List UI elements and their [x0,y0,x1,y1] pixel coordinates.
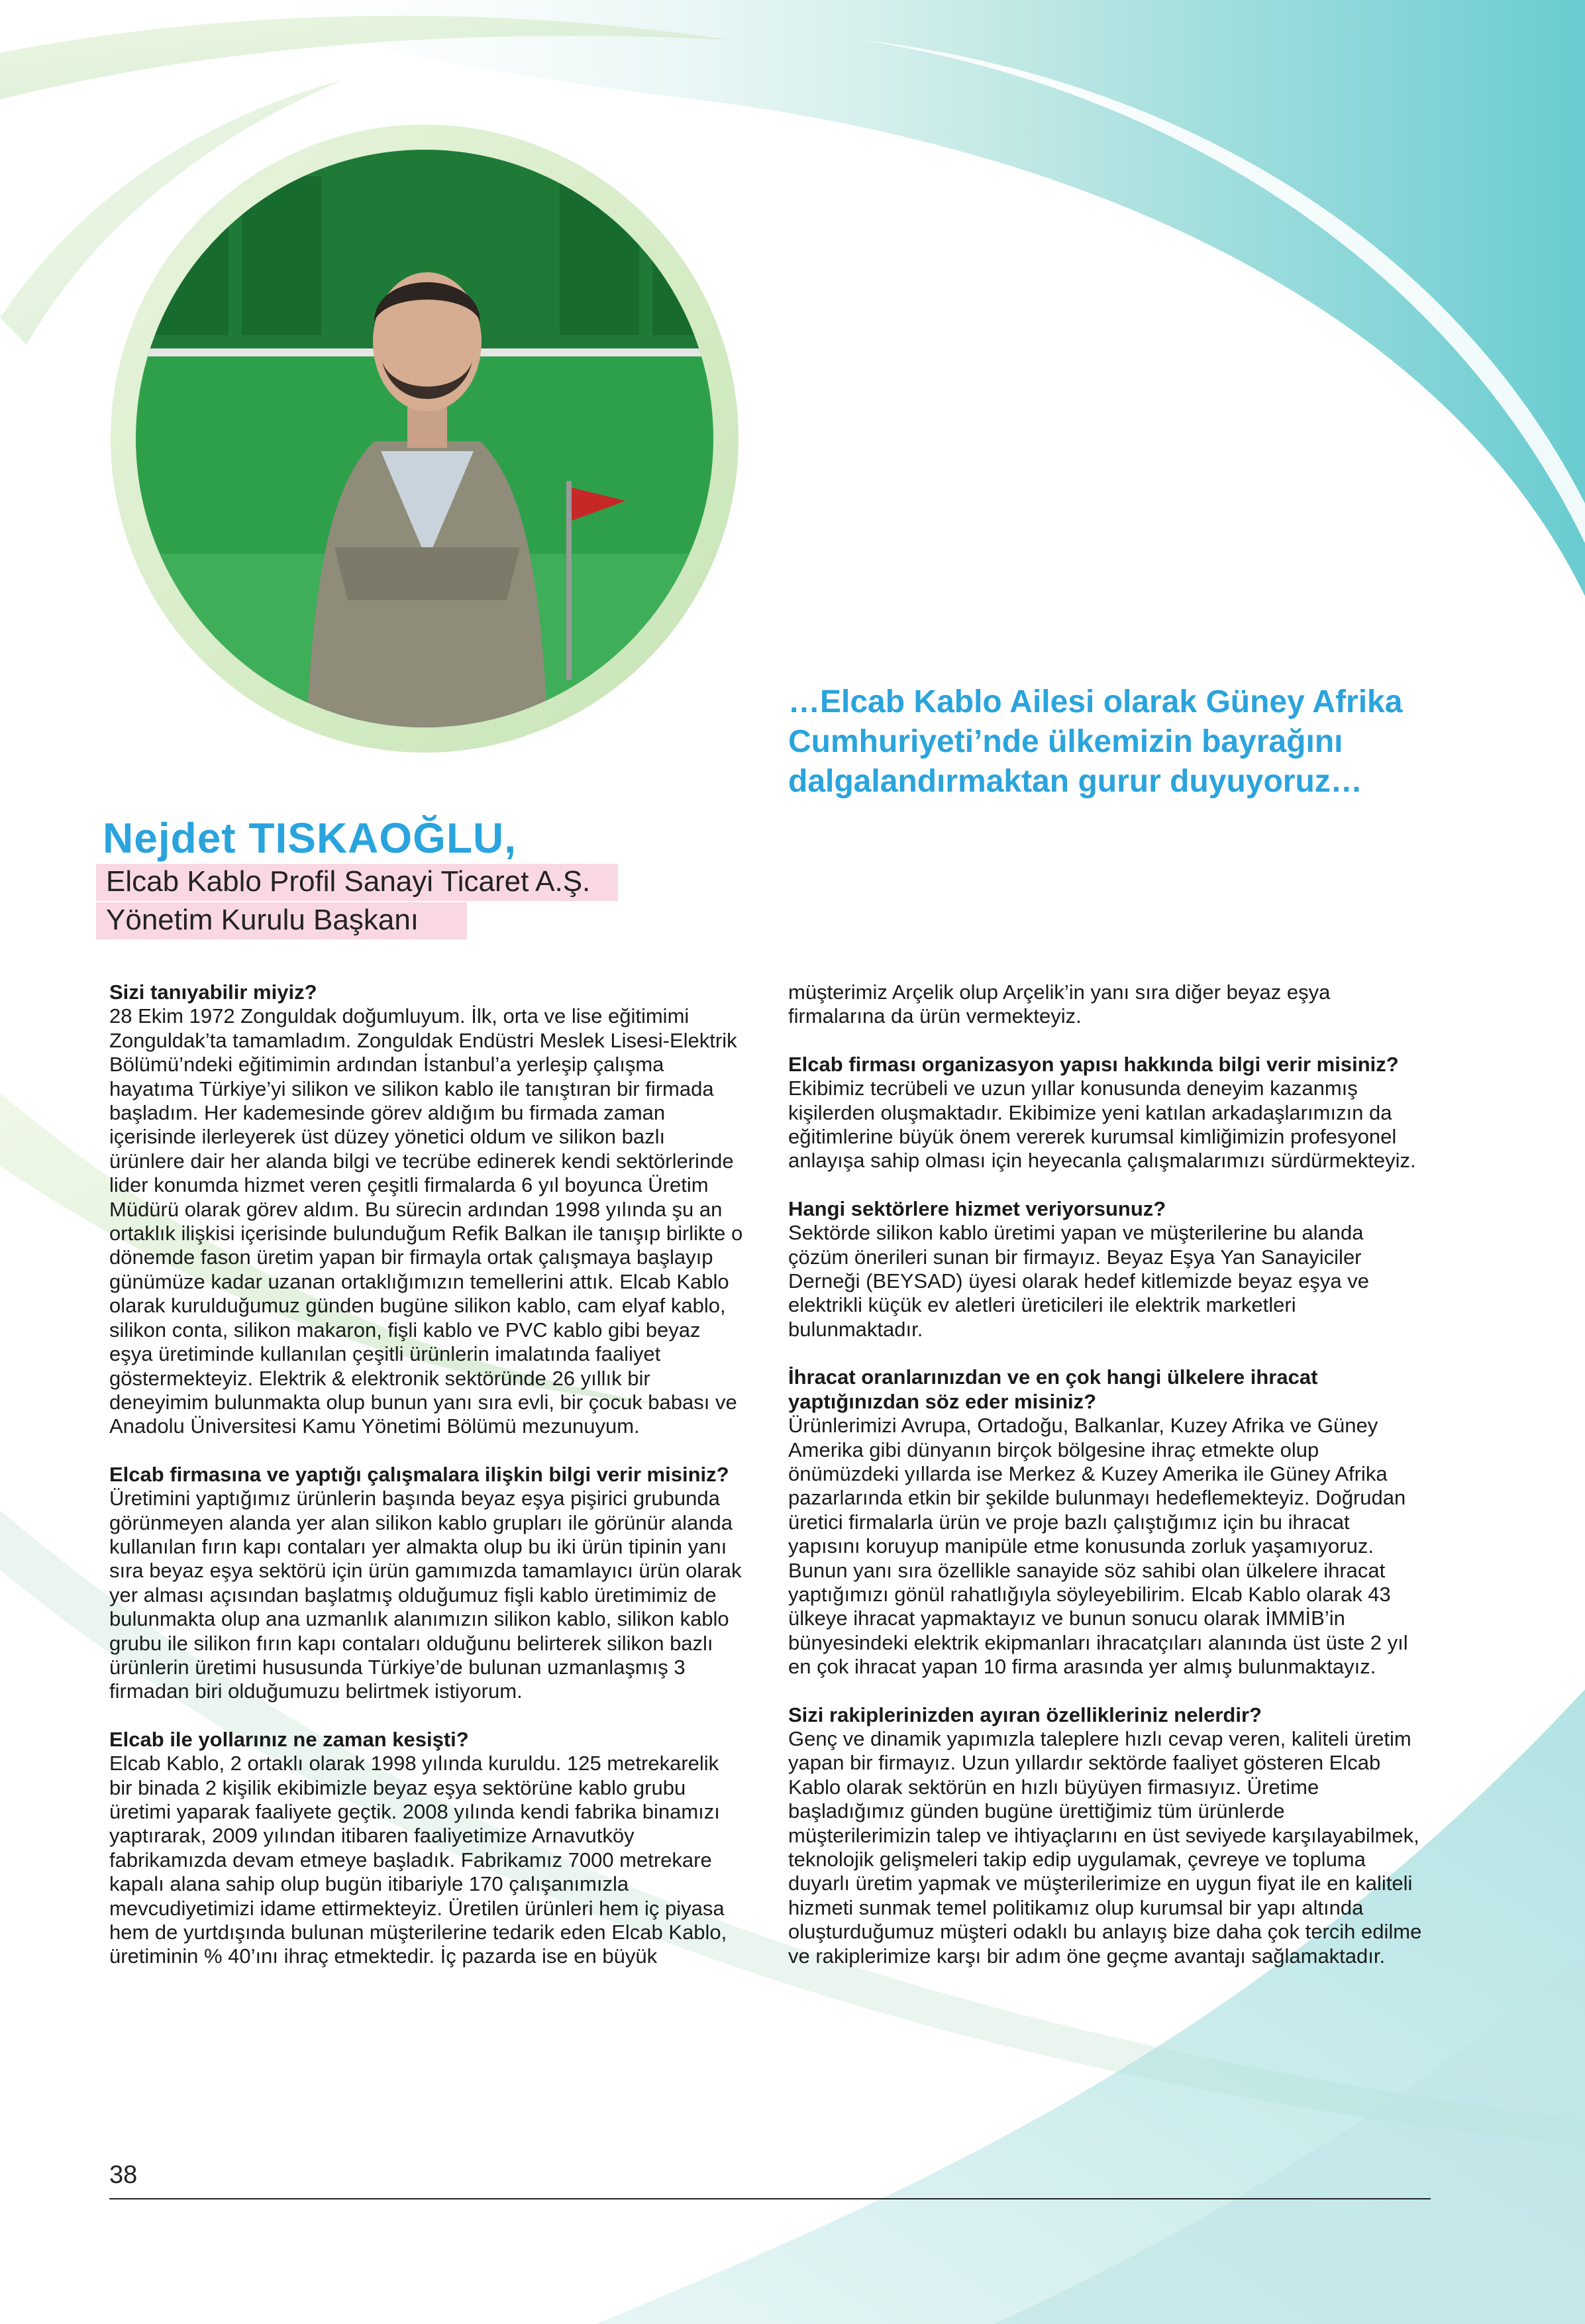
answer-text: Genç ve dinamik yapımızla taleplere hızlı cevap veren, kaliteli üretim yapan bir firmayız. Uzun yıllardır sektörde faaliyet gösteren Elcab Kablo olarak sektörün en hızlı büyüyen firmasıyız. Üretime başladığımız günden bugüne ürettiğimiz tüm ürünlerde müşterilerimizin talep ve ihtiyaçlarını en üst seviyede karşılayabilmek, teknolojik gelişmeleri takip edip uygulamak, çevreye ve topluma duyarlı üretim yapmak ve müşterilerimize en uygun fiyat ile en kaliteli hizmeti sunmak temel politikamız olup kurumsal bir yapı altında oluşturduğumuz müşteri odaklı bu anlayış bize daha çok tercih edilme ve rakiplerimize karşı bir adım öne geçme avantajı sağlamaktadır. [788,1726,1422,1968]
interview-column-right [788,980,1424,1992]
pull-quote: …Elcab Kablo Ailesi olarak Güney Afrika Cumhuriyeti’nde ülkemizin bayrağını dalgalandırmaktan gurur duyuyoruz… [788,684,1403,799]
qa-item [788,1197,1424,1342]
question-heading: Hangi sektörlere hizmet veriyorsunuz? [788,1196,1166,1220]
question-heading: Elcab firması organizasyon yapısı hakkında bilgi verir misiniz? [788,1052,1399,1076]
page-number: 38 [109,2161,138,2189]
position-title: Yönetim Kurulu Başkanı [106,904,419,936]
answer-text: müşterimiz Arçelik olup Arçelik’in yanı sıra diğer beyaz eşya firmalarına da ürün vermekteyiz. [788,980,1331,1028]
answer-text: Ürünlerimizi Avrupa, Ortadoğu, Balkanlar, Kuzey Afrika ve Güney Amerika gibi dünyanın birçok bölgesine ihraç etmekte olup önümüzdeki yıllarda ise Merkez & Kuzey Amerika ile Güney Afrika pazarlarında etkin bir şekilde bulunmayı hedeflemekteyiz. Doğrudan üretici firmalarla ürün ve proje bazlı çalıştığımız için bu ihracat yapısını koruyup manipüle etme konusunda zorluk yaşamıyoruz. Bunun yanı sıra özellikle sanayide söz sahibi olan ülkelere ihracat yaptığımızı gönül rahatlığıyla söyleyebilirim. Elcab Kablo olarak 43 ülkeye ihracat yapmaktayız ve bunun sonucu olarak İMMİB’in bünyesindeki elektrik ekipmanları ihracatçıları alanında üst üste 2 yıl en çok ihracat yapan 10 firma arasında yer almış bulunmaktayız. [788,1414,1408,1679]
qa-item [109,980,745,1439]
answer-text: 28 Ekim 1972 Zonguldak doğumluyum. İlk, orta ve lise eğitimimi Zonguldak’ta tamamladım. Zonguldak Endüstri Meslek Lisesi-Elektrik Bölümü’ndeki eğitimimin ardından İstanbul’a yerleşip çalışma hayatıma Türkiye’yi silikon ve silikon kablo ile tanıştıran bir firmada başladım. Her kademesinde görev aldığım bu firmada zaman içerisinde ilerleyerek üst düzey yönetici oldum ve silikon bazlı ürünlere dair her alanda bilgi ve tecrübe edinerek kendi sektörlerinde lider konumda hizmet veren çeşitli firmalarda 6 yıl boyunca Üretim Müdürü olarak görev aldım. Bu sürecin ardından 1998 yılında şu an ortaklık ilişkisi içerisinde bulunduğum Refik Balkan ile tanışıp birlikte o dönemde fason üretim yapan bir firmayla ortak çalışmaya başlayıp günümüze kadar uzanan ortaklığımızın temellerini attık. Elcab Kablo olarak kurulduğumuz günden bugüne silikon kablo, cam elyaf kablo, silikon conta, silikon makaron, fişli kablo ve PVC kablo gibi beyaz eşya üretiminde kullanılan çeşitli ürünlerin imalatında faaliyet göstermekteyiz. Elektrik & elektronik sektöründe 26 yıllık bir deneyimim bulunmakta olup bunun yanı sıra evli, bir çocuk babası ve Anadolu Üniversitesi Kamu Yönetimi Bölümü mezunuyum. [109,1004,743,1438]
question-heading: Sizi rakiplerinizden ayıran özellikleriniz nelerdir? [788,1703,1262,1726]
answer-text: Üretimini yaptığımız ürünlerin başında beyaz eşya pişirici grubunda görünmeyen alanda yer alan silikon kablo grupları ile görünür alanda kullanılan fırın kapı contaları yer almakta olup bu iki ürün tipinin yanı sıra beyaz eşya sektörü için ürün gamımızda tamamlayıcı ürün olarak yer alması açısından başlatmış olduğumuz fişli kablo üretimimiz de bulunmakta olup ana uzmanlık alanımızın silikon kablo, silikon kablo grubu ile silikon fırın kapı contaları olduğunu belirterek silikon bazlı ürünlerin üretimi hususunda Türkiye’de bulunan uzmanlaşmış 3 firmadan biri olduğumuzu belirtmek istiyorum. [109,1487,742,1703]
answer-text: Ekibimiz tecrübeli ve uzun yıllar konusunda deneyim kazanmış kişilerden oluşmaktadır. Ekibimize yeni katılan arkadaşlarımızın da eğitimlerine büyük önem vererek kurumsal kimliğimizin profesyonel anlayışa sahip olması için heyecanla çalışmalarımızı sürdürmekteyiz. [788,1077,1416,1173]
answer-text: Sektörde silikon kablo üretimi yapan ve müşterilerine bu alanda çözüm önerileri sunan bir firmayız. Beyaz Eşya Yan Sanayiciler Derneği (BEYSAD) üyesi olarak hedef kitlemizde beyaz eşya ve elektrikli küçük ev aletleri üreticileri ile elektrik marketleri bulunmaktadır. [788,1221,1370,1341]
person-name: Nejdet TISKAOĞLU, [103,814,517,862]
question-heading: Elcab firmasına ve yaptığı çalışmalara ilişkin bilgi verir misiniz? [109,1462,729,1486]
company-name: Elcab Kablo Profil Sanayi Ticaret A.Ş. [106,865,591,898]
qa-item [788,1703,1424,1968]
interview-column-left [109,980,745,1993]
qa-item [109,1728,745,1969]
portrait-photo [136,150,713,727]
qa-item [788,980,1424,1029]
footer-rule [109,2198,1431,2199]
qa-item [109,1463,745,1704]
answer-text: Elcab Kablo, 2 ortaklı olarak 1998 yılında kuruldu. 125 metrekarelik bir binada 2 kişilik ekibimizle beyaz eşya sektörüne kablo grubu üretimi yaparak faaliyete geçtik. 2008 yılında kendi fabrika binamızı yaptırarak, 2009 yılından itibaren faaliyetimize Arnavutköy fabrikamızda devam etmeye başladık. Fabrikamız 7000 metrekare kapalı alana sahip olup bugün itibariyle 170 çalışanımızla mevcudiyetimizi idame ettirmekteyiz. Üretilen ürünleri hem iç piyasa hem de yurtdışında bulunan müşterilerine tedarik eden Elcab Kablo, üretiminin % 40’ını ihraç etmektedir. İç pazarda ise en büyük [109,1752,727,1968]
qa-item [788,1053,1424,1173]
question-heading: Sizi tanıyabilir miyiz? [109,980,317,1004]
question-heading: İhracat oranlarınızdan ve en çok hangi ülkelere ihracat yaptığınızdan söz eder misiniz? [788,1365,1318,1413]
question-heading: Elcab ile yollarınız ne zaman kesişti? [109,1727,469,1751]
qa-item [788,1365,1424,1679]
